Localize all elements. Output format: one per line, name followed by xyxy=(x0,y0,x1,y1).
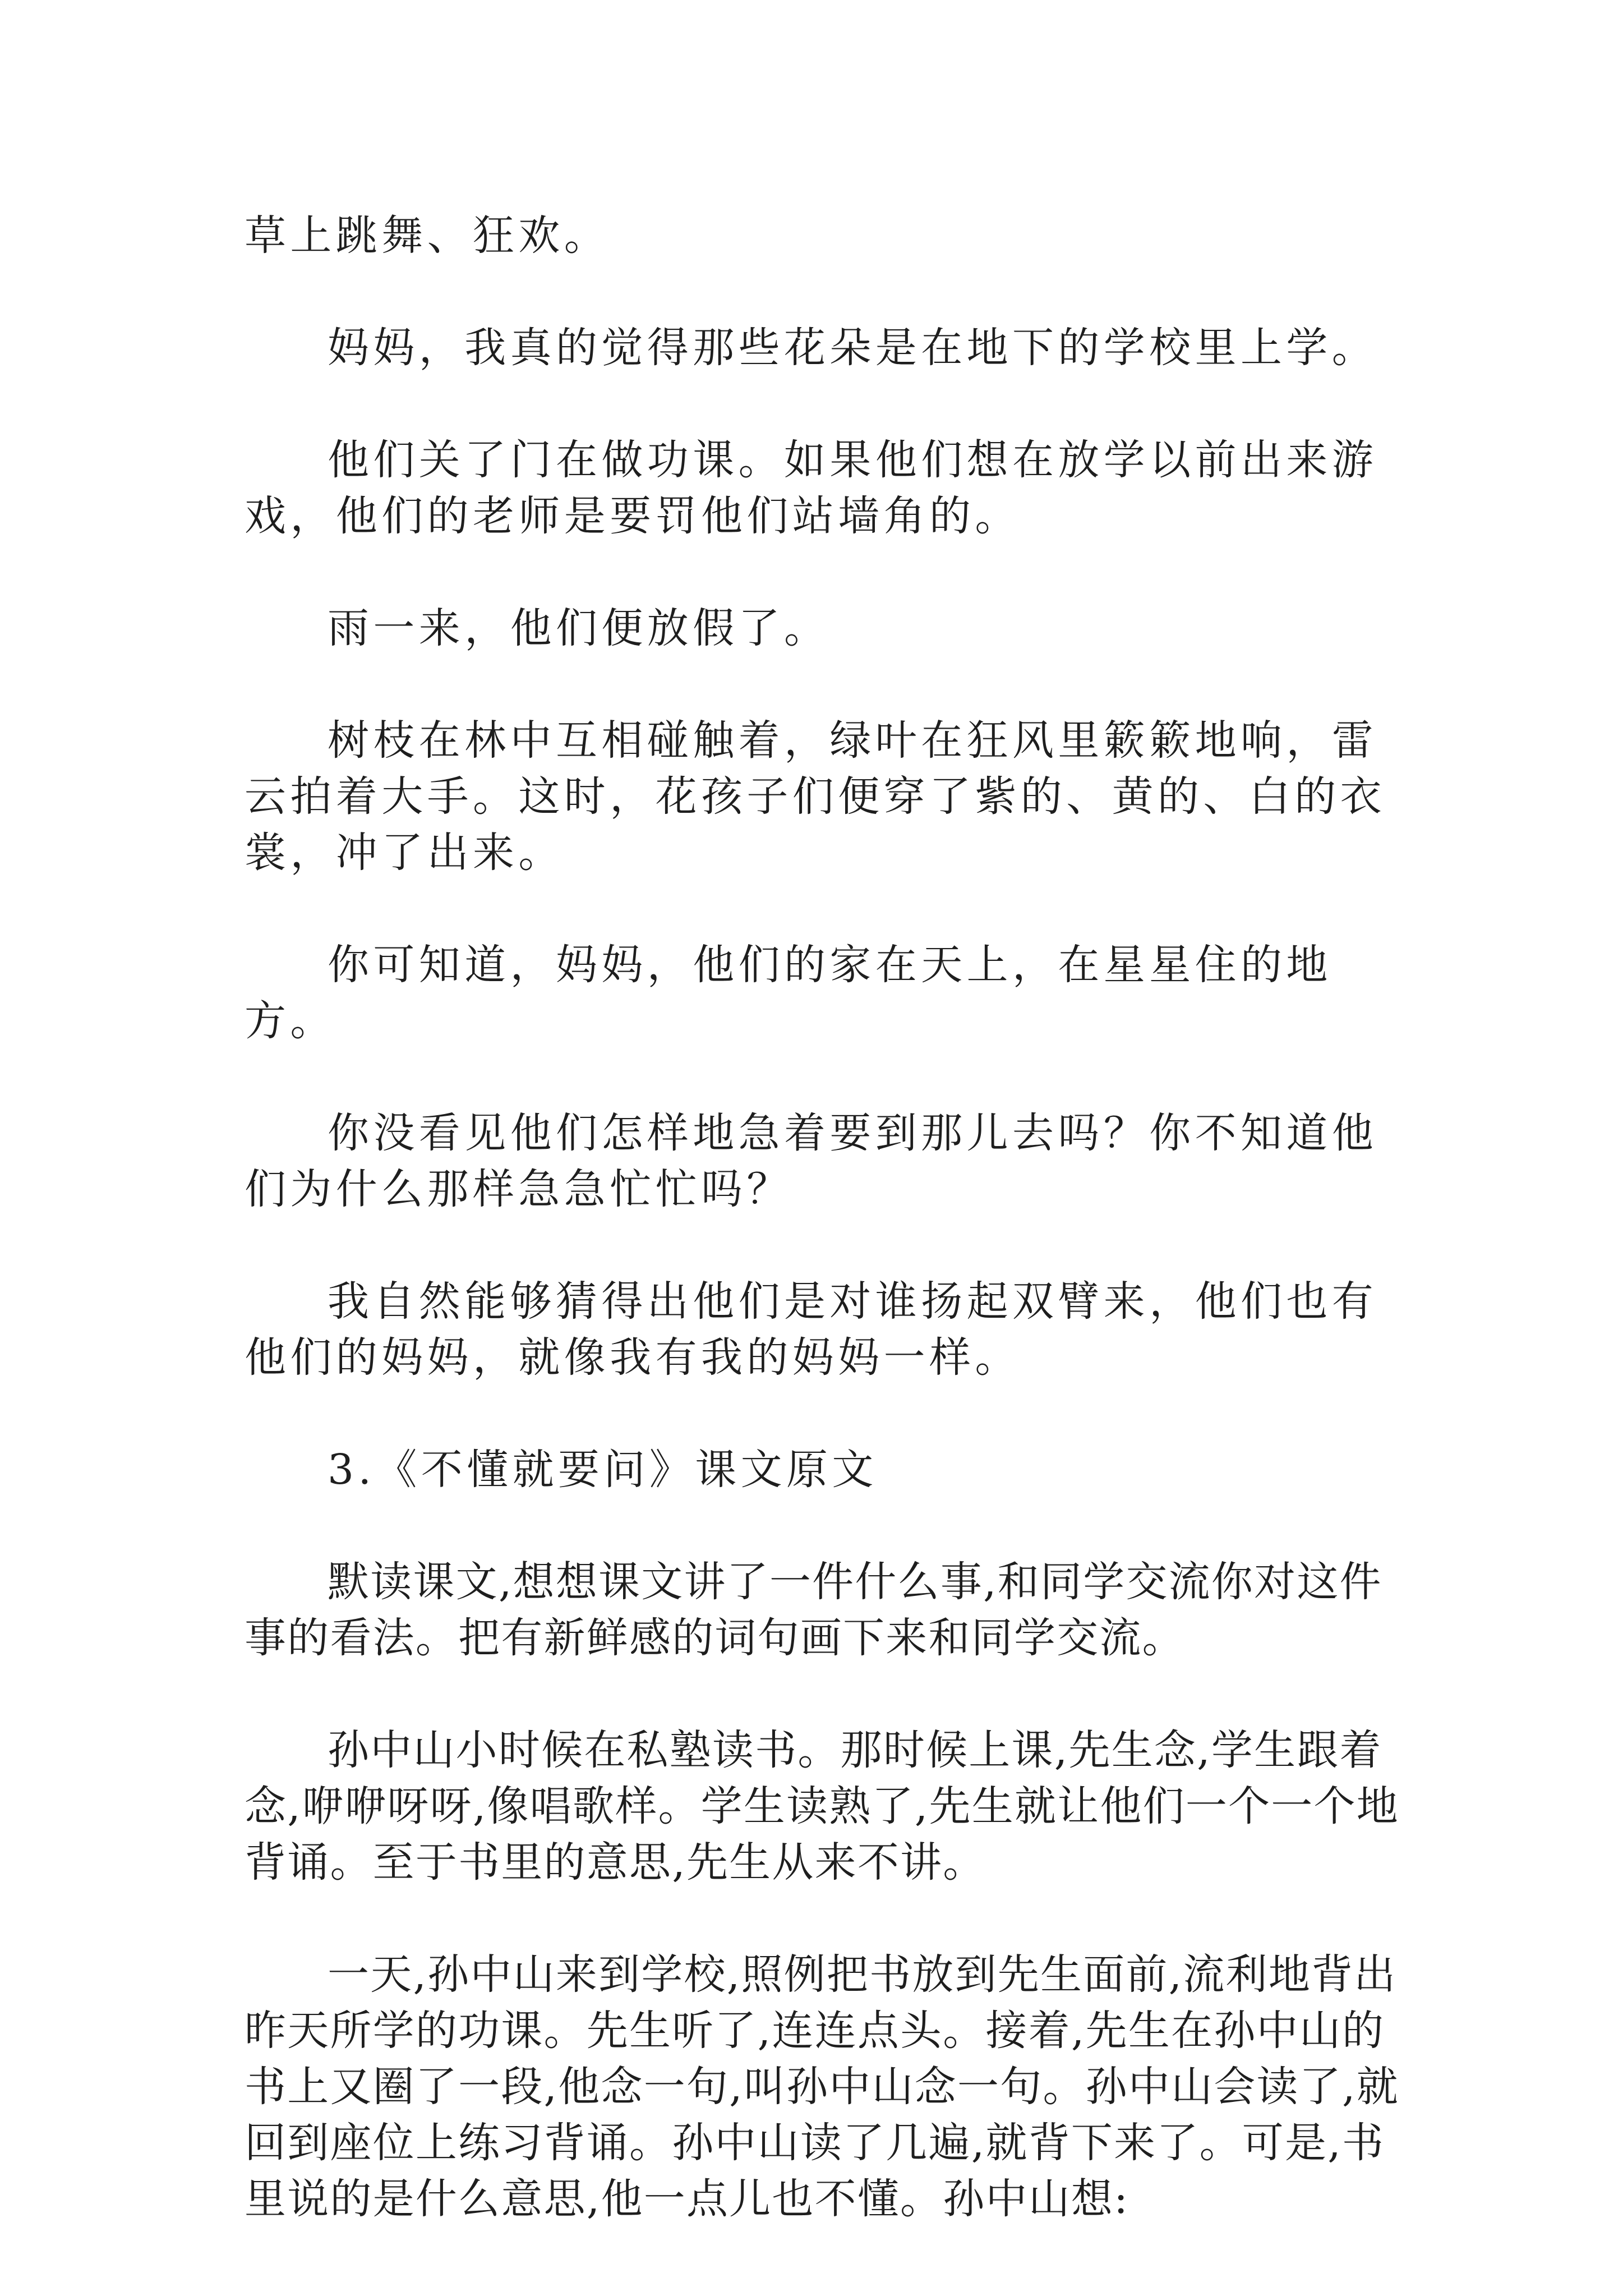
document-body xyxy=(245,208,1417,2283)
paragraph-4: 雨一来，他们便放假了。 xyxy=(328,604,830,652)
paragraph-11: 一天,孙中山来到学校,照例把书放到先生面前,流利地背出昨天所学的功课。先生听了,连连点头。接着,先生在孙中山的书上又圈了一段,他念一句,叫孙中山念一句。孙中山会读了,就回到座位上练习背诵。孙中山读了几遍,就背下来了。可是,书里说的是什么意思,他一点儿也不懂。孙中山想: xyxy=(245,1950,1399,2223)
paragraph-7: 你没看见他们怎样地急着要到那儿去吗？你不知道他们为什么那样急急忙忙吗？ xyxy=(245,1109,1378,1213)
paragraph-3: 他们关了门在做功课。如果他们想在放学以前出来游戏，他们的老师是要罚他们站墙角的。 xyxy=(245,436,1378,540)
paragraph-5: 树枝在林中互相碰触着，绿叶在狂风里簌簌地响，雷云拍着大手。这时，花孩子们便穿了紫的、黄的、白的衣裳，冲了出来。 xyxy=(245,716,1386,877)
paragraph-10: 孙中山小时候在私塾读书。那时候上课,先生念,学生跟着念,咿咿呀呀,像唱歌样。学生读熟了,先生就让他们一个一个地背诵。至于书里的意思,先生从来不讲。 xyxy=(245,1726,1399,1887)
paragraph-9: 默读课文,想想课文讲了一件什么事,和同学交流你对这件事的看法。把有新鲜感的词句画下来和同学交流。 xyxy=(245,1558,1382,1662)
paragraph-1: 草上跳舞、狂欢。 xyxy=(245,211,610,260)
paragraph-8: 我自然能够猜得出他们是对谁扬起双臂来，他们也有他们的妈妈，就像我有我的妈妈一样。 xyxy=(245,1277,1378,1382)
paragraph-2: 妈妈，我真的觉得那些花朵是在地下的学校里上学。 xyxy=(328,324,1378,372)
paragraph-6: 你可知道，妈妈，他们的家在天上，在星星住的地方。 xyxy=(245,941,1332,1045)
section-heading: 3.《不懂就要问》课文原文 xyxy=(328,1446,878,1494)
